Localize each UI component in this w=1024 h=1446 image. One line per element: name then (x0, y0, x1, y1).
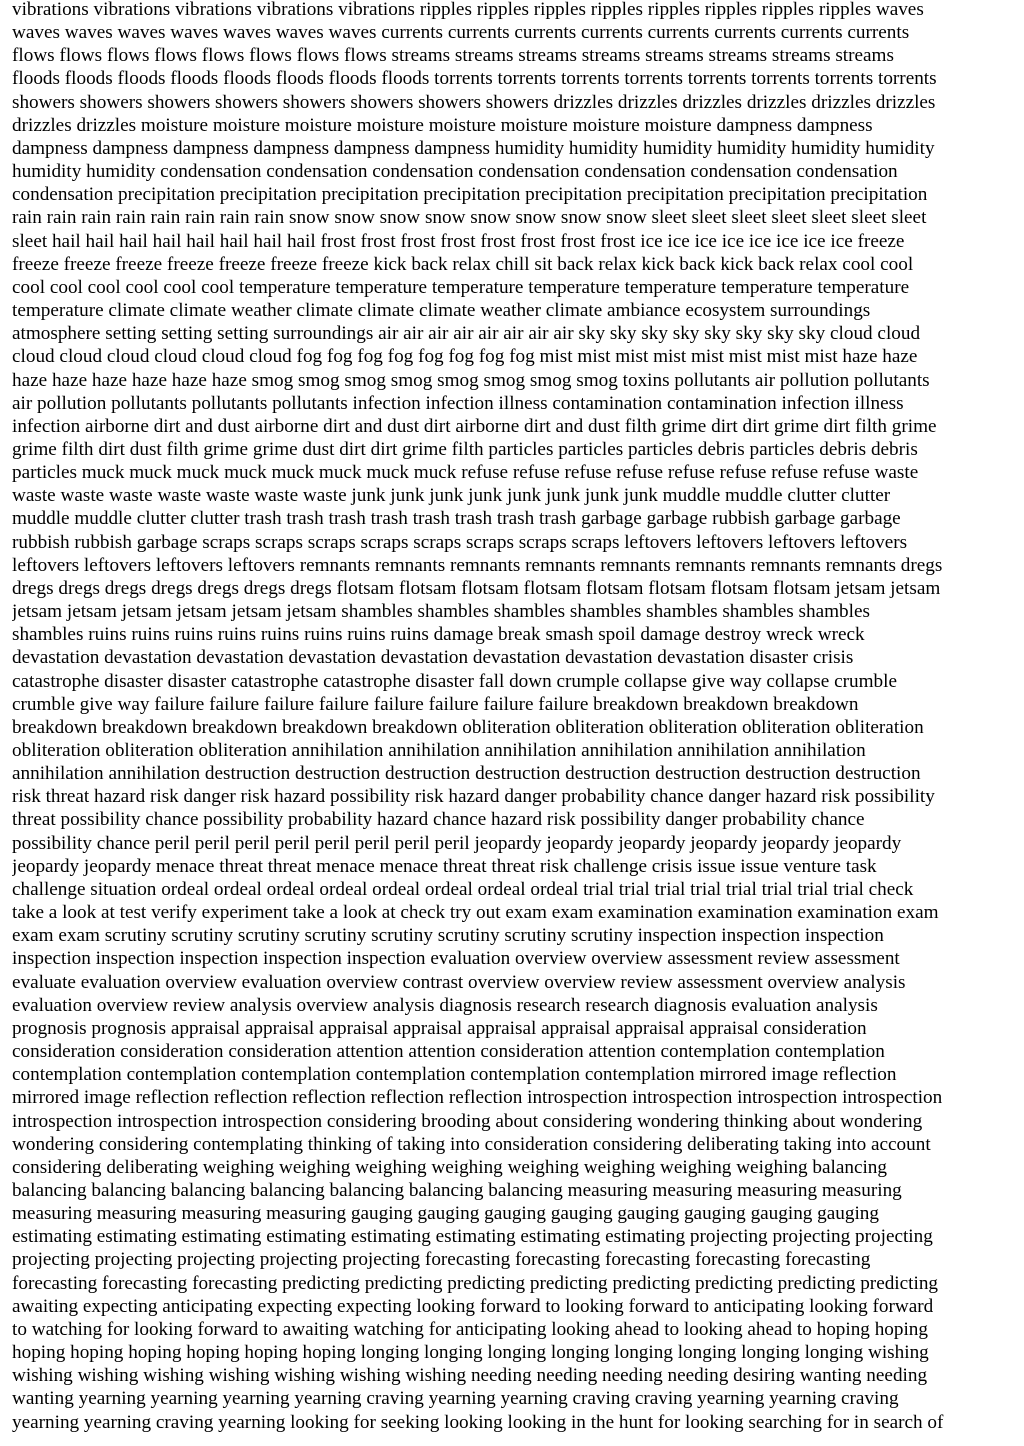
text-line: risk threat hazard risk danger risk hazard possibility risk hazard danger probability chance danger hazard risk possibility (12, 786, 935, 808)
text-line: mirrored image reflection reflection reflection reflection reflection introspection introspection introspection introspection (12, 1087, 943, 1109)
text-line: forecasting forecasting forecasting predicting predicting predicting predicting predicting predicting predicting predicting (12, 1272, 939, 1294)
text-line: evaluate evaluation overview evaluation overview contrast overview overview review assessment overview analysis (12, 971, 906, 993)
text-line: drizzles drizzles moisture moisture moisture moisture moisture moisture moisture moisture dampness dampness (12, 114, 873, 136)
text-line: cool cool cool cool cool cool temperature temperature temperature temperature temperature temperature temperature (12, 276, 910, 298)
text-line: to watching for looking forward to awaiting watching for anticipating looking ahead to looking ahead to hoping hoping (12, 1318, 928, 1340)
text-line: muddle muddle clutter clutter trash trash trash trash trash trash trash trash garbage garbage rubbish garbage garbage (12, 508, 901, 530)
text-line: inspection inspection inspection inspection inspection evaluation overview overview assessment review assessment (12, 948, 900, 970)
text-line: dregs dregs dregs dregs dregs dregs dregs flotsam flotsam flotsam flotsam flotsam flotsam flotsam flotsam jetsam jetsam (12, 577, 941, 599)
text-line: crumble give way failure failure failure failure failure failure failure failure breakdown breakdown breakdown (12, 693, 859, 715)
text-line: contemplation contemplation contemplation contemplation contemplation contemplation mirrored image reflection (12, 1064, 897, 1086)
text-line: devastation devastation devastation devastation devastation devastation devastation devastation disaster crisis (12, 647, 854, 669)
text-line: showers showers showers showers showers showers showers showers drizzles drizzles drizzles drizzles drizzles drizzles (12, 91, 936, 113)
text-line: catastrophe disaster disaster catastrophe catastrophe disaster fall down crumple collapse give way collapse crumble (12, 670, 897, 692)
text-line: balancing balancing balancing balancing balancing balancing balancing measuring measuring measuring measuring (12, 1179, 902, 1201)
text-line: freeze freeze freeze freeze freeze freeze freeze kick back relax chill sit back relax kick back kick back relax cool cool (12, 253, 914, 275)
text-line: introspection introspection introspection considering brooding about considering wondering thinking about wondering (12, 1110, 923, 1132)
text-line: threat possibility chance possibility probability hazard chance hazard risk possibility danger probability chance (12, 809, 865, 831)
text-line: flows flows flows flows flows flows flows flows streams streams streams streams streams streams streams streams (12, 45, 894, 67)
text-line: evaluation overview review analysis overview analysis diagnosis research research diagnosis evaluation analysis (12, 994, 878, 1016)
text-line: waves waves waves waves waves waves waves currents currents currents currents currents currents currents currents (12, 22, 910, 44)
text-line: hoping hoping hoping hoping hoping hoping longing longing longing longing longing longing longing longing wishing (12, 1342, 929, 1364)
text-line: atmosphere setting setting setting surroundings air air air air air air air air sky sky sky sky sky sky sky sky cloud cloud (12, 323, 921, 345)
text-line: wanting yearning yearning yearning yearning craving yearning yearning craving craving yearning yearning craving (12, 1388, 899, 1410)
text-line: considering deliberating weighing weighing weighing weighing weighing weighing weighing weighing balancing (12, 1156, 887, 1178)
text-line: wishing wishing wishing wishing wishing wishing wishing needing needing needing needing desiring wanting needing (12, 1365, 928, 1387)
text-line: jeopardy jeopardy menace threat threat menace menace threat threat risk challenge crisis issue issue venture task (12, 855, 877, 877)
text-line: cloud cloud cloud cloud cloud cloud fog fog fog fog fog fog fog fog mist mist mist mist mist mist mist mist haze haze (12, 346, 918, 368)
text-line: rain rain rain rain rain rain rain rain snow snow snow snow snow snow snow snow sleet sleet sleet sleet sleet sleet sleet (12, 207, 927, 229)
text-line: jetsam jetsam jetsam jetsam jetsam jetsam shambles shambles shambles shambles shambles shambles shambles (12, 601, 870, 623)
text-line: take a look at test verify experiment take a look at check try out exam exam examination examination examination exam (12, 902, 939, 924)
text-line: wondering considering contemplating thinking of taking into consideration considering deliberating taking into account (12, 1133, 931, 1155)
text-line: dampness dampness dampness dampness dampness dampness humidity humidity humidity humidity humidity humidity (12, 137, 935, 159)
text-line: condensation precipitation precipitation precipitation precipitation precipitation precipitation precipitation precipitation (12, 184, 928, 206)
text-line: measuring measuring measuring measuring gauging gauging gauging gauging gauging gauging gauging gauging (12, 1203, 879, 1225)
text-line: vibrations vibrations vibrations vibrations vibrations ripples ripples ripples ripples ripples ripples ripples ripples waves (12, 0, 924, 20)
text-line: grime filth dirt dust filth grime grime dust dirt dirt grime filth particles particles particles debris particles debris debris (12, 438, 918, 460)
text-line: waste waste waste waste waste waste waste junk junk junk junk junk junk junk junk muddle muddle clutter clutter (12, 485, 891, 507)
text-line: annihilation annihilation destruction destruction destruction destruction destruction destruction destruction destruction (12, 763, 921, 785)
text-line: rubbish rubbish garbage scraps scraps scraps scraps scraps scraps scraps scraps leftovers leftovers leftovers leftovers (12, 531, 908, 553)
document-body (12, 0, 1024, 1434)
text-line: challenge situation ordeal ordeal ordeal ordeal ordeal ordeal ordeal ordeal trial trial trial trial trial trial trial trial check (12, 878, 914, 900)
text-line: breakdown breakdown breakdown breakdown breakdown obliteration obliteration obliteration obliteration obliteration (12, 716, 924, 738)
text-line: possibility chance peril peril peril peril peril peril peril peril jeopardy jeopardy jeopardy jeopardy jeopardy jeopardy (12, 832, 902, 854)
text-line: floods floods floods floods floods floods floods floods torrents torrents torrents torrents torrents torrents torrents torrents (12, 68, 937, 90)
text-line: awaiting expecting anticipating expecting expecting looking forward to looking forward to anticipating looking forward (12, 1295, 934, 1317)
text-line: yearning yearning craving yearning looking for seeking looking looking in the hunt for looking searching for in search of (12, 1411, 944, 1433)
text-line: projecting projecting projecting projecting projecting forecasting forecasting forecasting forecasting forecasting (12, 1249, 871, 1271)
text-line: consideration consideration consideration attention attention consideration attention contemplation contemplation (12, 1041, 885, 1063)
text-line: temperature climate climate weather climate climate climate weather climate ambiance ecosystem surroundings (12, 300, 871, 322)
text-line: estimating estimating estimating estimating estimating estimating estimating estimating projecting projecting projecting (12, 1226, 933, 1248)
text-line: infection airborne dirt and dust airborne dirt and dust dirt airborne dirt and dust filth grime dirt dirt grime dirt filth grime (12, 415, 937, 437)
text-line: prognosis prognosis appraisal appraisal appraisal appraisal appraisal appraisal appraisal appraisal consideration (12, 1017, 867, 1039)
text-line: air pollution pollutants pollutants pollutants infection infection illness contamination contamination infection illness (12, 392, 904, 414)
text-line: leftovers leftovers leftovers leftovers remnants remnants remnants remnants remnants remnants remnants remnants dregs (12, 554, 943, 576)
text-line: sleet hail hail hail hail hail hail hail hail frost frost frost frost frost frost frost frost ice ice ice ice ice ice ice ice freeze (12, 230, 905, 252)
text-line: haze haze haze haze haze haze smog smog smog smog smog smog smog smog toxins pollutants air pollution pollutants (12, 369, 930, 391)
text-line: obliteration obliteration obliteration annihilation annihilation annihilation annihilation annihilation annihilation (12, 740, 866, 761)
text-line: particles muck muck muck muck muck muck muck muck refuse refuse refuse refuse refuse refuse refuse refuse waste (12, 462, 919, 484)
text-line: humidity humidity condensation condensation condensation condensation condensation condensation condensation (12, 161, 898, 183)
text-line: exam exam scrutiny scrutiny scrutiny scrutiny scrutiny scrutiny scrutiny scrutiny inspection inspection inspection (12, 925, 884, 947)
text-line: shambles ruins ruins ruins ruins ruins ruins ruins ruins damage break smash spoil damage destroy wreck wreck (12, 624, 865, 646)
